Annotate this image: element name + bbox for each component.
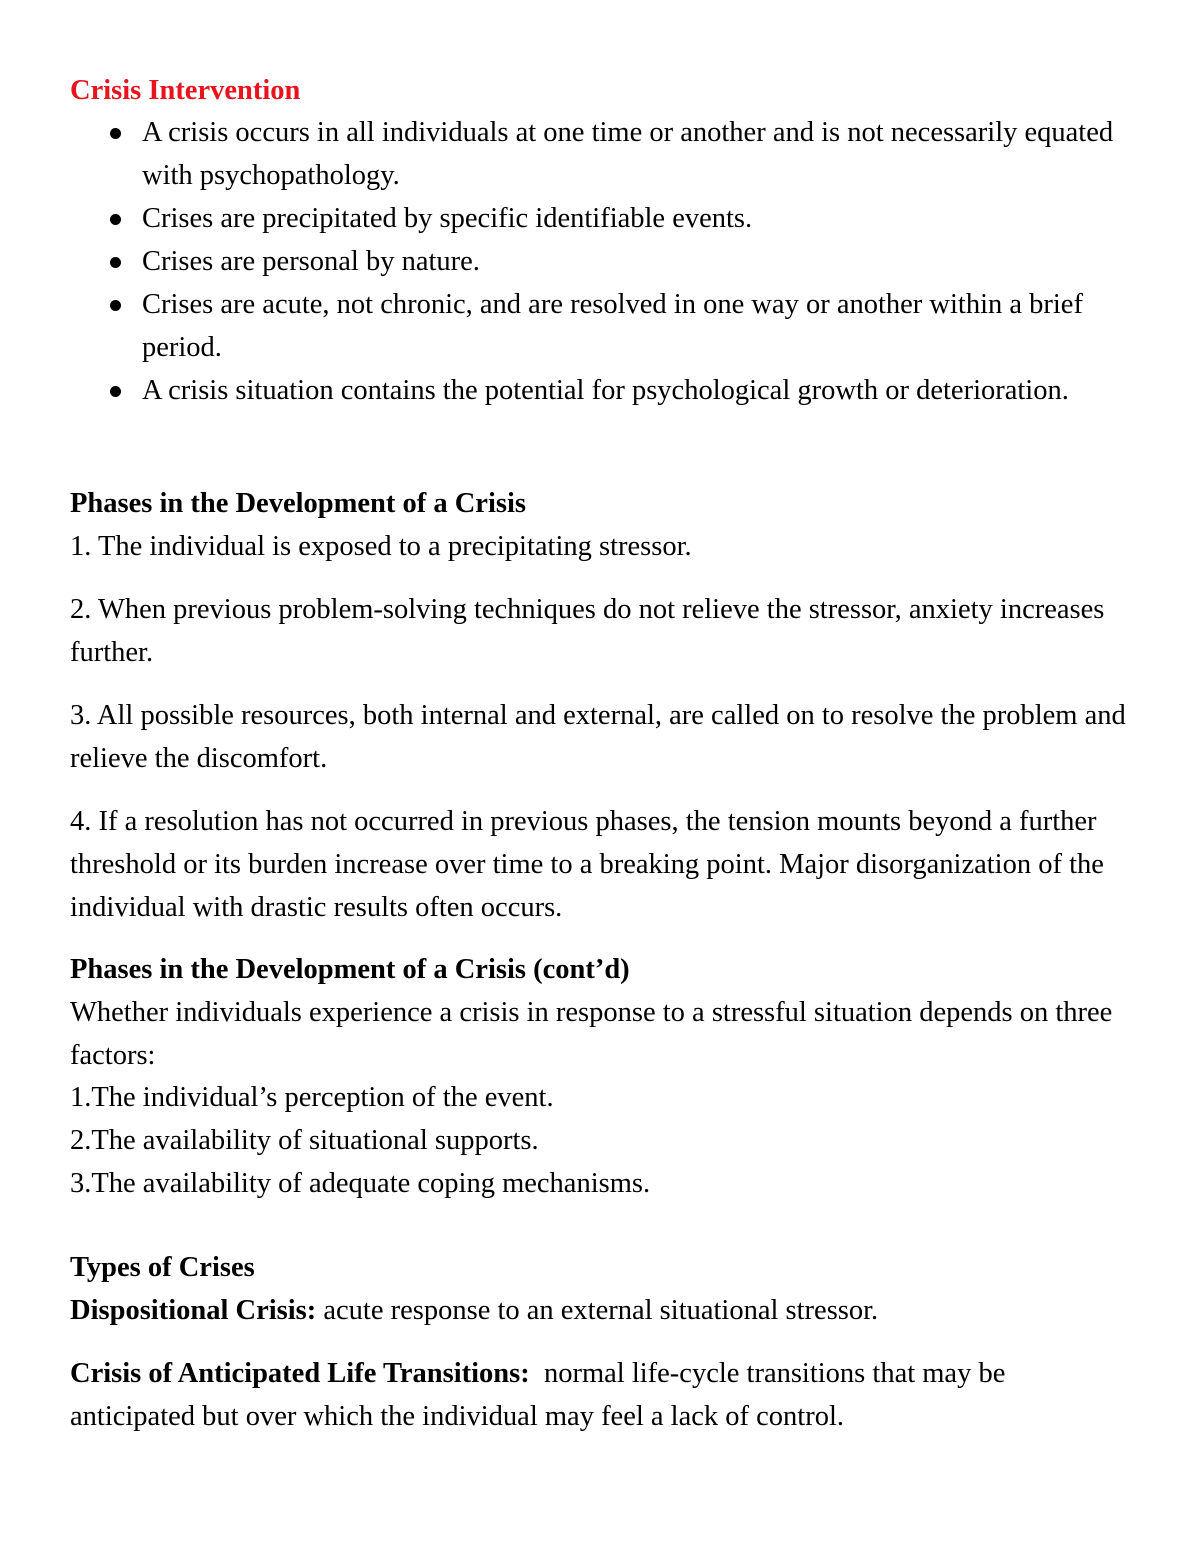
factor-item: 3.The availability of adequate coping mechanisms. <box>70 1168 651 1199</box>
bullet-icon <box>110 128 121 139</box>
page-title: Crisis Intervention <box>70 75 301 106</box>
bullet-icon <box>110 214 121 225</box>
crisis-type-item <box>70 1289 1130 1332</box>
list-item <box>70 240 1130 283</box>
crisis-type-term: Crisis of Anticipated Life Transitions: <box>70 1358 530 1389</box>
bullet-icon <box>110 257 121 268</box>
phases-contd-heading: Phases in the Development of a Crisis (cont’d) <box>70 954 630 985</box>
phase-item: 2. When previous problem-solving techniques do not relieve the stressor, anxiety increases further. <box>70 594 1105 668</box>
phase-item: 1. The individual is exposed to a precipitating stressor. <box>70 531 692 562</box>
factor-item: 2.The availability of situational supports. <box>70 1125 539 1156</box>
phases-heading: Phases in the Development of a Crisis <box>70 488 526 519</box>
list-item-text: A crisis occurs in all individuals at one time or another and is not necessarily equated with psychopathology. <box>142 117 1114 191</box>
bullet-icon <box>110 386 121 397</box>
list-item-text: Crises are acute, not chronic, and are resolved in one way or another within a brief period. <box>142 289 1083 363</box>
list-item-text: Crises are precipitated by specific identifiable events. <box>142 203 753 234</box>
phases-contd-intro: Whether individuals experience a crisis in response to a stressful situation depends on three factors: <box>70 997 1113 1071</box>
list-item <box>70 111 1130 197</box>
types-heading: Types of Crises <box>70 1252 255 1283</box>
factor-item: 1.The individual’s perception of the event. <box>70 1082 554 1113</box>
crisis-characteristics-list <box>70 111 1130 412</box>
list-item <box>70 283 1130 369</box>
phase-item: 4. If a resolution has not occurred in previous phases, the tension mounts beyond a further threshold or its burden increase over time to a breaking point. Major disorganization of the individual with drastic results often occurs. <box>70 806 1104 923</box>
crisis-type-term: Dispositional Crisis: <box>70 1295 317 1326</box>
crisis-type-item <box>70 1352 1130 1438</box>
list-item <box>70 197 1130 240</box>
crisis-type-definition: normal life-cycle transitions that may be anticipated but over which the individual may feel a lack of control. <box>70 1358 1013 1432</box>
list-item-text: Crises are personal by nature. <box>142 246 480 277</box>
bullet-icon <box>110 300 121 311</box>
list-item <box>70 369 1130 412</box>
list-item-text: A crisis situation contains the potential for psychological growth or deterioration. <box>142 375 1069 406</box>
phase-item: 3. All possible resources, both internal and external, are called on to resolve the problem and relieve the discomfort. <box>70 700 1126 774</box>
crisis-type-definition: acute response to an external situational stressor. <box>316 1295 879 1326</box>
